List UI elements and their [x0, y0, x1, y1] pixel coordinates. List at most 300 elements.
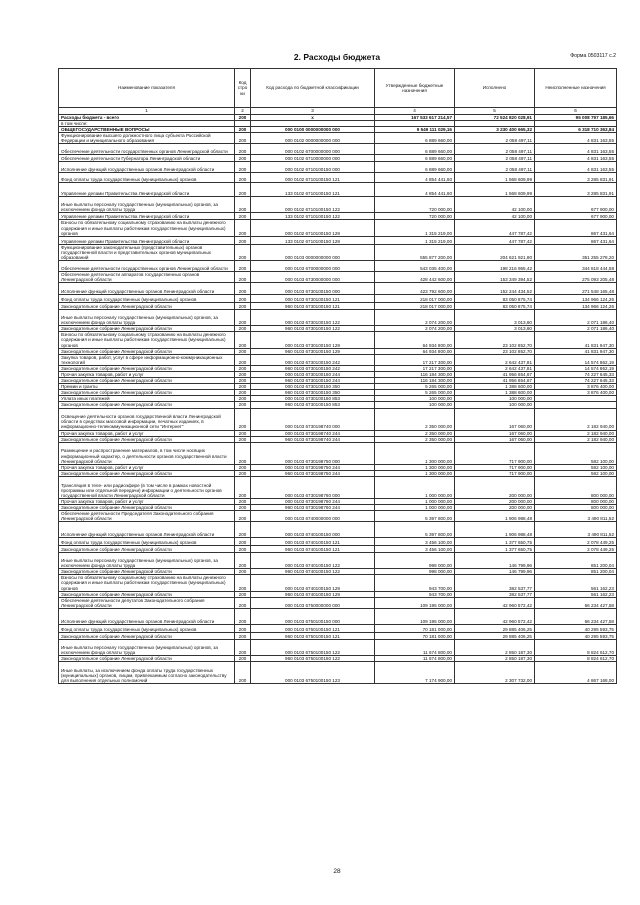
cell-approved: 5 397 800,00	[375, 511, 455, 522]
col-number: 4	[375, 108, 455, 115]
cell-name: Исполнение функций государственных органов Ленинградской области	[59, 522, 235, 538]
cell-executed: 717 900,00	[455, 464, 535, 470]
cell-remaining: 41 831 947,30	[535, 348, 617, 354]
cell-remaining: 677 900,00	[535, 197, 617, 213]
cell-line-code: 200	[235, 470, 251, 476]
cell-line-code: 200	[235, 303, 251, 310]
cell-line-code: 200	[235, 396, 251, 402]
cell-line-code: 200	[235, 476, 251, 498]
col-number: 1	[59, 108, 235, 115]
cell-name: Законодательное собрание Ленинградской области	[59, 632, 235, 639]
cell-name: Трансляция в теле- или радиоэфире (в том числе в рамках новостной программы или отдельной передачи) информации о деятельности органов государственной власти Ленинградской области	[59, 476, 235, 498]
cell-executed: 2 850 187,30	[455, 655, 535, 661]
cell-approved: 1 000 000,00	[375, 505, 455, 511]
cell-budget-code: 133 0102 6710100150 129	[251, 236, 375, 244]
cell-approved: 543 035 400,00	[375, 261, 455, 272]
cell-remaining: 3 876 400,00	[535, 384, 617, 390]
cell-executed: 2 642 437,81	[455, 365, 535, 371]
cell-remaining: 134 966 124,26	[535, 295, 617, 303]
table-row	[59, 162, 617, 173]
cell-remaining: 14 574 862,19	[535, 365, 617, 371]
table-row	[59, 522, 617, 538]
cell-line-code: 200	[235, 511, 251, 522]
cell-approved: 998 000,00	[375, 553, 455, 569]
cell-budget-code: 000 0103 6730000000 000	[251, 272, 375, 283]
cell-line-code: 200	[235, 378, 251, 384]
cell-approved: 1 300 000,00	[375, 470, 455, 476]
cell-executed: 2 058 497,11	[455, 144, 535, 155]
cell-remaining: 271 548 165,48	[535, 283, 617, 295]
col-number: 2	[235, 108, 251, 115]
cell-executed: 83 050 875,74	[455, 295, 535, 303]
cell-executed: 382 537,77	[455, 591, 535, 597]
cell-budget-code: 000 0103 6750100150 000	[251, 608, 375, 624]
cell-executed: 29 885 406,25	[455, 624, 535, 632]
cell-name: Функционирование законодательных (представительных) органов государственной власти и представительных органов муниципальных образований	[59, 244, 235, 260]
table-row	[59, 213, 617, 220]
cell-executed: 3 230 400 665,32	[455, 127, 535, 133]
cell-remaining: 2 182 940,00	[535, 430, 617, 436]
cell-approved: 17 217 300,00	[375, 354, 455, 365]
cell-budget-code: 000 0103 6730100150 244	[251, 371, 375, 377]
cell-approved: 64 934 800,00	[375, 332, 455, 348]
table-row	[59, 332, 617, 348]
cell-approved: 6 889 660,00	[375, 144, 455, 155]
col-header-name: Наименование показателя	[59, 69, 235, 108]
cell-name: Иные выплаты персоналу государственных (муниципальных) органов, за исключением фонда оплаты труда	[59, 639, 235, 655]
cell-budget-code: x	[251, 115, 375, 121]
cell-line-code: 200	[235, 522, 251, 538]
table-row	[59, 553, 617, 569]
cell-approved: 109 195 000,00	[375, 597, 455, 608]
cell-approved: 218 017 000,00	[375, 303, 455, 310]
cell-remaining: 6 318 710 363,84	[535, 127, 617, 133]
cell-approved: 11 674 800,00	[375, 639, 455, 655]
cell-executed: 717 900,00	[455, 442, 535, 464]
cell-approved: 17 217 300,00	[375, 365, 455, 371]
table-row	[59, 173, 617, 183]
col-header-approved: Утвержденные бюджетные назначения	[375, 69, 455, 108]
cell-budget-code: 960 0103 6730100150 121	[251, 303, 375, 310]
cell-line-code: 200	[235, 348, 251, 354]
table-row	[59, 144, 617, 155]
cell-budget-code: 000 0103 6730100150 853	[251, 396, 375, 402]
cell-budget-code: 960 0103 6750100150 121	[251, 632, 375, 639]
cell-line-code: 200	[235, 310, 251, 326]
cell-approved: 100 000,00	[375, 396, 455, 402]
cell-executed: 42 960 572,42	[455, 597, 535, 608]
cell-line-code: 200	[235, 244, 251, 260]
cell-name: Законодательное собрание Ленинградской области	[59, 470, 235, 476]
cell-executed: 41 956 654,67	[455, 378, 535, 384]
cell-name: Взносы по обязательному социальному страхованию на выплаты денежного содержания и иные выплаты работникам государственных (муниципальных) органов	[59, 220, 235, 236]
cell-approved: 2 350 000,00	[375, 408, 455, 430]
cell-name: в том числе:	[59, 121, 235, 127]
cell-remaining: 41 831 947,30	[535, 332, 617, 348]
cell-approved: 4 854 441,60	[375, 183, 455, 197]
cell-remaining: 66 234 427,58	[535, 597, 617, 608]
cell-executed: 83 050 875,74	[455, 303, 535, 310]
cell-executed: 23 102 852,70	[455, 332, 535, 348]
cell-name: Премии и гранты	[59, 384, 235, 390]
cell-executed: 29 885 406,25	[455, 632, 535, 639]
table-row	[59, 295, 617, 303]
table-row	[59, 546, 617, 553]
cell-remaining: 851 200,04	[535, 553, 617, 569]
cell-budget-code: 960 0103 6740100150 129	[251, 591, 375, 597]
cell-name: Законодательное собрание Ленинградской области	[59, 591, 235, 597]
cell-approved: 109 195 000,00	[375, 608, 455, 624]
cell-line-code: 200	[235, 632, 251, 639]
col-header-code: Код расхода по бюджетной классификации	[251, 69, 375, 108]
cell-line-code: 200	[235, 261, 251, 272]
cell-budget-code: 000 0102 6710100150 000	[251, 162, 375, 173]
cell-approved: 5 265 000,00	[375, 390, 455, 396]
cell-executed: 2 642 437,81	[455, 354, 535, 365]
cell-budget-code: 000 0102 6710100150 122	[251, 197, 375, 213]
cell-name: Законодательное собрание Ленинградской области	[59, 326, 235, 332]
cell-line-code: 200	[235, 546, 251, 553]
cell-approved: 5 265 000,00	[375, 384, 455, 390]
cell-executed: 3 013,60	[455, 326, 535, 332]
cell-budget-code: 960 0103 6740100150 122	[251, 569, 375, 575]
cell-budget-code: 960 0103 6730198750 244	[251, 470, 375, 476]
cell-remaining: 74 227 645,33	[535, 378, 617, 384]
cell-approved: 943 700,00	[375, 591, 455, 597]
cell-remaining: 561 162,23	[535, 575, 617, 591]
cell-budget-code: 960 0103 6730198740 244	[251, 436, 375, 442]
cell-remaining: 95 008 797 185,66	[535, 115, 617, 121]
cell-name: Законодательное собрание Ленинградской области	[59, 569, 235, 575]
table-row	[59, 476, 617, 498]
cell-budget-code: 960 0103 6730100150 122	[251, 326, 375, 332]
cell-approved: 4 854 441,60	[375, 173, 455, 183]
table-row	[59, 354, 617, 365]
cell-budget-code: 000 0103 6730198740 000	[251, 408, 375, 430]
cell-executed: 3 013,60	[455, 310, 535, 326]
column-number-row	[59, 108, 617, 115]
cell-budget-code: 000 0103 6740100150 122	[251, 553, 375, 569]
cell-budget-code: 000 0103 6750000000 000	[251, 597, 375, 608]
cell-approved: 943 700,00	[375, 575, 455, 591]
table-row	[59, 597, 617, 608]
table-row	[59, 155, 617, 162]
cell-line-code: 200	[235, 505, 251, 511]
table-row	[59, 133, 617, 144]
cell-executed: 167 060,00	[455, 408, 535, 430]
cell-remaining: 66 234 427,58	[535, 608, 617, 624]
cell-executed: 2 058 497,11	[455, 155, 535, 162]
cell-executed: 2 307 732,00	[455, 662, 535, 684]
cell-name: Законодательное собрание Ленинградской области	[59, 390, 235, 396]
cell-executed: 198 216 955,42	[455, 261, 535, 272]
cell-name: Прочая закупка товаров, работ и услуг	[59, 430, 235, 436]
expenses-table	[58, 68, 617, 684]
cell-budget-code: 960 0103 6730100150 242	[251, 365, 375, 371]
cell-executed: 41 956 654,67	[455, 371, 535, 377]
cell-remaining: 867 431,64	[535, 220, 617, 236]
table-row	[59, 538, 617, 546]
table-row	[59, 272, 617, 283]
cell-executed: 1 377 650,75	[455, 538, 535, 546]
cell-budget-code: 000 0103 6730198760 000	[251, 476, 375, 498]
cell-approved: 1 000 000,00	[375, 498, 455, 504]
table-row	[59, 624, 617, 632]
cell-remaining: 74 227 645,33	[535, 371, 617, 377]
cell-line-code: 200	[235, 662, 251, 684]
cell-remaining: 3 490 811,52	[535, 522, 617, 538]
cell-budget-code: 000 0102 6710100150 129	[251, 220, 375, 236]
cell-name: Управление делами Правительства Ленинградской области	[59, 236, 235, 244]
cell-approved: 1 300 000,00	[375, 464, 455, 470]
cell-budget-code: 000 0103 0000000000 000	[251, 244, 375, 260]
cell-remaining: 677 900,00	[535, 213, 617, 220]
table-row	[59, 310, 617, 326]
col-header-executed: Исполнено	[455, 69, 535, 108]
table-body	[59, 115, 617, 684]
cell-executed: 447 787,42	[455, 220, 535, 236]
cell-remaining: 134 966 124,26	[535, 303, 617, 310]
cell-executed: 2 058 497,11	[455, 133, 535, 144]
cell-line-code: 200	[235, 272, 251, 283]
cell-line-code: 200	[235, 133, 251, 144]
table-row	[59, 408, 617, 430]
cell-line-code: 200	[235, 295, 251, 303]
cell-approved: 1 315 219,00	[375, 220, 455, 236]
cell-name: Фонд оплаты труда государственных (муниципальных) органов	[59, 624, 235, 632]
cell-name: Исполнение функций государственных органов Ленинградской области	[59, 162, 235, 173]
cell-line-code: 200	[235, 624, 251, 632]
cell-executed: 100 000,00	[455, 396, 535, 402]
cell-name: Законодательное собрание Ленинградской области	[59, 365, 235, 371]
cell-line-code: 200	[235, 390, 251, 396]
cell-remaining: 2 078 449,25	[535, 538, 617, 546]
cell-name: Прочая закупка товаров, работ и услуг	[59, 498, 235, 504]
cell-line-code: 200	[235, 597, 251, 608]
cell-approved: 2 074 200,00	[375, 326, 455, 332]
cell-executed: 167 060,00	[455, 430, 535, 436]
cell-name: Фонд оплаты труда государственных (муниципальных) органов	[59, 295, 235, 303]
cell-approved: 555 877 200,00	[375, 244, 455, 260]
cell-line-code: 200	[235, 173, 251, 183]
cell-executed: 2 058 497,11	[455, 162, 535, 173]
cell-approved: 998 000,00	[375, 569, 455, 575]
cell-executed: 717 900,00	[455, 470, 535, 476]
cell-executed: 1 388 600,00	[455, 390, 535, 396]
cell-budget-code: 000 0103 6750100150 121	[251, 624, 375, 632]
cell-budget-code: 000 0103 6730100150 000	[251, 283, 375, 295]
cell-approved: 9 549 111 029,16	[375, 127, 455, 133]
cell-budget-code: 000 0102 6700000000 000	[251, 144, 375, 155]
cell-approved: 100 000,00	[375, 402, 455, 408]
cell-line-code: 200	[235, 197, 251, 213]
cell-approved: 1 000 000,00	[375, 476, 455, 498]
cell-executed: 1 906 988,48	[455, 522, 535, 538]
cell-line-code: 200	[235, 365, 251, 371]
cell-remaining: 14 574 862,19	[535, 354, 617, 365]
cell-remaining: 344 818 444,58	[535, 261, 617, 272]
cell-executed: 42 100,00	[455, 197, 535, 213]
cell-line-code: 200	[235, 162, 251, 173]
cell-line-code: 200	[235, 408, 251, 430]
cell-approved: 3 456 100,00	[375, 546, 455, 553]
cell-executed: 200 000,00	[455, 498, 535, 504]
cell-executed: 42 960 572,42	[455, 608, 535, 624]
cell-line-code: 200	[235, 371, 251, 377]
cell-remaining: 3 490 811,52	[535, 511, 617, 522]
cell-name: Законодательное собрание Ленинградской области	[59, 655, 235, 661]
cell-name: Управление делами Правительства Ленинградской области	[59, 213, 235, 220]
cell-remaining: 582 100,00	[535, 470, 617, 476]
cell-executed: 153 349 394,52	[455, 272, 535, 283]
cell-budget-code: 000 0103 6730100150 242	[251, 354, 375, 365]
cell-line-code: 200	[235, 213, 251, 220]
table-row	[59, 639, 617, 655]
cell-remaining: 2 182 940,00	[535, 436, 617, 442]
cell-remaining: 4 831 163,55	[535, 162, 617, 173]
page-number: 28	[333, 868, 341, 875]
cell-remaining: 800 000,00	[535, 476, 617, 498]
cell-remaining: 275 093 205,48	[535, 272, 617, 283]
cell-executed: 152 244 434,52	[455, 283, 535, 295]
cell-executed: 200 000,00	[455, 505, 535, 511]
cell-line-code: 200	[235, 569, 251, 575]
cell-approved: 5 397 800,00	[375, 522, 455, 538]
cell-remaining: 3 876 400,00	[535, 390, 617, 396]
cell-name: Обеспечение деятельности государственных органов Ленинградской области	[59, 261, 235, 272]
col-header-remaining: Неисполненные назначения	[535, 69, 617, 108]
cell-remaining: 2 071 186,40	[535, 326, 617, 332]
cell-budget-code: 000 0103 6750100150 123	[251, 662, 375, 684]
cell-name: Расходы бюджета - всего	[59, 115, 235, 121]
cell-approved: 2 350 000,00	[375, 436, 455, 442]
cell-line-code: 200	[235, 538, 251, 546]
cell-budget-code: 000 0100 0000000000 000	[251, 127, 375, 133]
cell-approved: 423 792 600,00	[375, 283, 455, 295]
cell-approved: 70 181 000,00	[375, 632, 455, 639]
cell-approved: 6 889 660,00	[375, 133, 455, 144]
cell-name: Прочая закупка товаров, работ и услуг	[59, 464, 235, 470]
table-row	[59, 261, 617, 272]
cell-remaining: 4 831 163,55	[535, 144, 617, 155]
cell-name: Фонд оплаты труда государственных (муниципальных) органов	[59, 538, 235, 546]
table-row	[59, 608, 617, 624]
cell-budget-code: 000 0103 6740000000 000	[251, 511, 375, 522]
cell-remaining: 582 100,00	[535, 464, 617, 470]
cell-name: Законодательное собрание Ленинградской области	[59, 348, 235, 354]
cell-budget-code: 960 0103 6740100150 121	[251, 546, 375, 553]
cell-approved: 218 017 000,00	[375, 295, 455, 303]
cell-budget-code: 960 0103 6730100150 350	[251, 390, 375, 396]
cell-line-code: 200	[235, 442, 251, 464]
cell-budget-code: 000 0102 0000000000 000	[251, 133, 375, 144]
cell-budget-code: 960 0103 6730100150 129	[251, 348, 375, 354]
cell-line-code: 200	[235, 553, 251, 569]
cell-budget-code: 000 0103 6740100150 129	[251, 575, 375, 591]
table-row	[59, 236, 617, 244]
cell-budget-code: 000 0103 6730198750 244	[251, 464, 375, 470]
cell-remaining: 351 255 278,20	[535, 244, 617, 260]
cell-line-code: 200	[235, 430, 251, 436]
cell-remaining: 8 824 612,70	[535, 639, 617, 655]
form-code: Форма 0503117 с.2	[570, 53, 616, 59]
cell-approved: 6 889 660,00	[375, 155, 455, 162]
cell-budget-code: 000 0103 6730198740 244	[251, 430, 375, 436]
cell-executed: 1 568 609,99	[455, 173, 535, 183]
cell-name: Фонд оплаты труда государственных (муниципальных) органов	[59, 173, 235, 183]
cell-name: Законодательное собрание Ленинградской области	[59, 378, 235, 384]
cell-name: Исполнение функций государственных органов Ленинградской области	[59, 608, 235, 624]
cell-budget-code: 000 0103 6700000000 000	[251, 261, 375, 272]
cell-approved: 1 300 000,00	[375, 442, 455, 464]
cell-name: Функционирование высшего должностного лица субъекта Российской Федерации и муниципального образования	[59, 133, 235, 144]
cell-budget-code: 000 0103 6730198760 244	[251, 498, 375, 504]
cell-remaining: 800 000,00	[535, 505, 617, 511]
col-header-line: Код строки	[235, 69, 251, 108]
cell-name: ОБЩЕГОСУДАРСТВЕННЫЕ ВОПРОСЫ	[59, 127, 235, 133]
cell-name: Уплата иных платежей	[59, 396, 235, 402]
cell-remaining: 8 824 612,70	[535, 655, 617, 661]
cell-remaining: 851 200,04	[535, 569, 617, 575]
table-row	[59, 220, 617, 236]
cell-line-code: 200	[235, 498, 251, 504]
cell-executed: 204 621 921,80	[455, 244, 535, 260]
cell-name: Взносы по обязательному социальному страхованию на выплаты денежного содержания и иные выплаты работникам государственных (муниципальных) органов	[59, 332, 235, 348]
table-row	[59, 662, 617, 684]
cell-executed: 72 524 820 028,91	[455, 115, 535, 121]
cell-approved: 64 934 800,00	[375, 348, 455, 354]
cell-remaining: 40 295 593,75	[535, 624, 617, 632]
cell-remaining: 4 831 163,55	[535, 155, 617, 162]
table-row	[59, 303, 617, 310]
cell-budget-code: 960 0103 6750100150 122	[251, 655, 375, 661]
cell-line-code: 200	[235, 326, 251, 332]
table-row	[59, 244, 617, 260]
cell-name: Законодательное собрание Ленинградской области	[59, 436, 235, 442]
cell-name: Прочая закупка товаров, работ и услуг	[59, 371, 235, 377]
cell-remaining: 2 078 449,25	[535, 546, 617, 553]
cell-budget-code: 000 0103 6730100150 129	[251, 332, 375, 348]
table-row	[59, 283, 617, 295]
table-row	[59, 183, 617, 197]
cell-name: Иные выплаты персоналу государственных (муниципальных) органов, за исключением фонда оплаты труда	[59, 310, 235, 326]
cell-executed: 23 102 852,70	[455, 348, 535, 354]
cell-line-code: 200	[235, 639, 251, 655]
cell-approved: 720 000,00	[375, 197, 455, 213]
cell-line-code: 200	[235, 127, 251, 133]
cell-executed: 447 787,42	[455, 236, 535, 244]
cell-executed: 42 100,00	[455, 213, 535, 220]
cell-line-code: 200	[235, 591, 251, 597]
cell-line-code: 200	[235, 436, 251, 442]
cell-remaining: 2 182 940,00	[535, 408, 617, 430]
cell-approved: 2 074 200,00	[375, 310, 455, 326]
cell-line-code: 200	[235, 655, 251, 661]
cell-name: Законодательное собрание Ленинградской области	[59, 402, 235, 408]
cell-approved: 6 889 660,00	[375, 162, 455, 173]
cell-approved: 167 533 617 214,57	[375, 115, 455, 121]
cell-line-code: 200	[235, 144, 251, 155]
cell-name: Законодательное собрание Ленинградской области	[59, 546, 235, 553]
cell-approved: 428 442 600,00	[375, 272, 455, 283]
cell-approved: 7 174 900,00	[375, 662, 455, 684]
cell-approved: 3 456 100,00	[375, 538, 455, 546]
cell-line-code: 200	[235, 283, 251, 295]
cell-executed: 146 799,96	[455, 569, 535, 575]
cell-executed: 2 850 187,30	[455, 639, 535, 655]
cell-name: Законодательное собрание Ленинградской области	[59, 505, 235, 511]
cell-executed: 1 568 609,99	[455, 183, 535, 197]
